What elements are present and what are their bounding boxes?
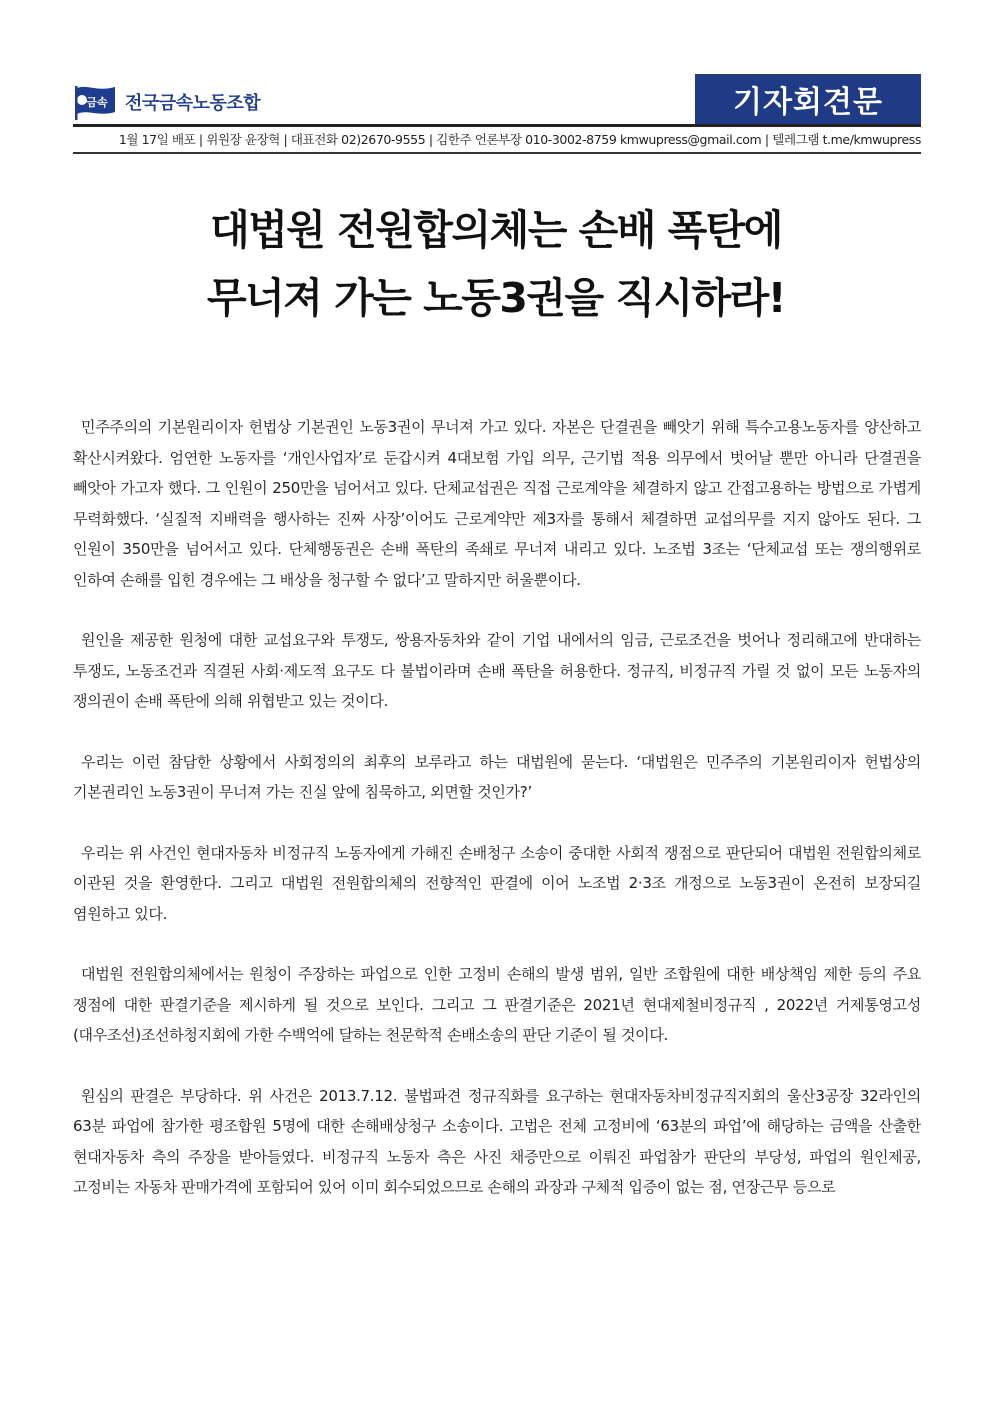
headline-line-2: 무너져 가는 노동3권을 직시하라! (207, 274, 785, 322)
union-logo (73, 82, 293, 122)
header-divider-thin (73, 152, 921, 154)
paragraph: 원심의 판결은 부당하다. 위 사건은 2013.7.12. 불법파견 정규직화를 요구하는 현대자동차비정규직지회의 울산3공장 32라인의 63분 파업에 참가한 평조합원 5명에 대한 손해배상청구 소송이다. 고법은 전체 고정비에 ‘63분의 파업’에 해당하는 금액을 산출한 현대자동차 측의 주장을 받아들였다. 비정규직 노동자 측은 사진 채증만으로 이뤄진 파업참가 판단의 부당성, 파업의 원인제공, 고정비는 자동차 판매가격에 포함되어 있어 이미 회수되었으므로 손해의 과장과 구체적 입증이 없는 점, 연장근무 등으로 (73, 1086, 921, 1196)
document-type-badge: 기자회견문 (695, 74, 921, 124)
paragraph: 민주주의의 기본원리이자 헌법상 기본권인 노동3권이 무너져 가고 있다. 자본은 단결권을 빼앗기 위해 특수고용노동자를 양산하고 확산시켜왔다. 엄연한 노동자를 ‘개인사업자’로 둔갑시켜 4대보험 가입 의무, 근기법 적용 의무에서 벗어날 뿐만 아니라 단결권을 빼앗아 가고자 했다. 그 인원이 250만을 넘어서고 있다. 단체교섭권은 직접 근로계약을 체결하지 않고 간접고용하는 방법으로 가볍게 무력화했다. ‘실질적 지배력을 행사하는 진짜 사장’이어도 근로계약만 제3자를 통해서 체결하면 교섭의무를 지지 않아도 된다. 그 인원이 350만을 넘어서고 있다. 단체행동권은 손배 폭탄의 족쇄로 무너져 내리고 있다. 노조법 3조는 ‘단체교섭 또는 쟁의행위로 인하여 손해를 입힌 경우에는 그 배상을 청구할 수 없다’고 말하지만 허울뿐이다. (73, 418, 921, 589)
paragraph: 원인을 제공한 원청에 대한 교섭요구와 투쟁도, 쌍용자동차와 같이 기업 내에서의 임금, 근로조건을 벗어나 정리해고에 반대하는 투쟁도, 노동조건과 직결된 사회·제도적 요구도 다 불법이라며 손배 폭탄을 허용한다. 정규직, 비정규직 가릴 것 없이 모든 노동자의 쟁의권이 손배 폭탄에 의해 위협받고 있는 것이다. (73, 631, 921, 710)
org-name: 전국금속노동조합 (125, 93, 261, 114)
letterhead (73, 74, 921, 154)
paragraph: 우리는 위 사건인 현대자동차 비정규직 노동자에게 가해진 손배청구 소송이 중대한 사회적 쟁점으로 판단되어 대법원 전원합의체로 이관된 것을 환영한다. 그리고 대법원 전원합의체의 전향적인 판결에 이어 노조법 2·3조 개정으로 노동3권이 온전히 보장되길 염원하고 있다. (73, 843, 921, 923)
header-divider-thick (73, 124, 921, 127)
union-flag-icon (73, 82, 119, 122)
contact-info: 1월 17일 배포 | 위원장 윤장혁 | 대표전화 02)2670-9555 | 김한주 언론부장 010-3002-8759 kmwupress@gmail.com | 텔레그램 t.me/kmwupress (118, 132, 921, 147)
headline (60, 196, 932, 332)
headline-line-1: 대법원 전원합의체는 손배 폭탄에 (210, 206, 782, 254)
paragraph: 우리는 이런 참담한 상황에서 사회정의의 최후의 보루라고 하는 대법원에 묻는다. ‘대법원은 민주주의 기본원리이자 헌법상의 기본권리인 노동3권이 무너져 가는 진실 앞에 침묵하고, 외면할 것인가?’ (73, 752, 921, 801)
statement-body (73, 412, 921, 1233)
logo-mark-text: 금속 (86, 96, 108, 109)
paragraph: 대법원 전원합의체에서는 원청이 주장하는 파업으로 인한 고정비 손해의 발생 범위, 일반 조합원에 대한 배상책임 제한 등의 주요 쟁점에 대한 판결기준을 제시하게 될 것으로 보인다. 그리고 그 판결기준은 2021년 현대제철비정규직 , 2022년 거제통영고성(대우조선)조선하청지회에 가한 수백억에 달하는 천문학적 손배소송의 판단 기준이 될 것이다. (73, 965, 921, 1044)
